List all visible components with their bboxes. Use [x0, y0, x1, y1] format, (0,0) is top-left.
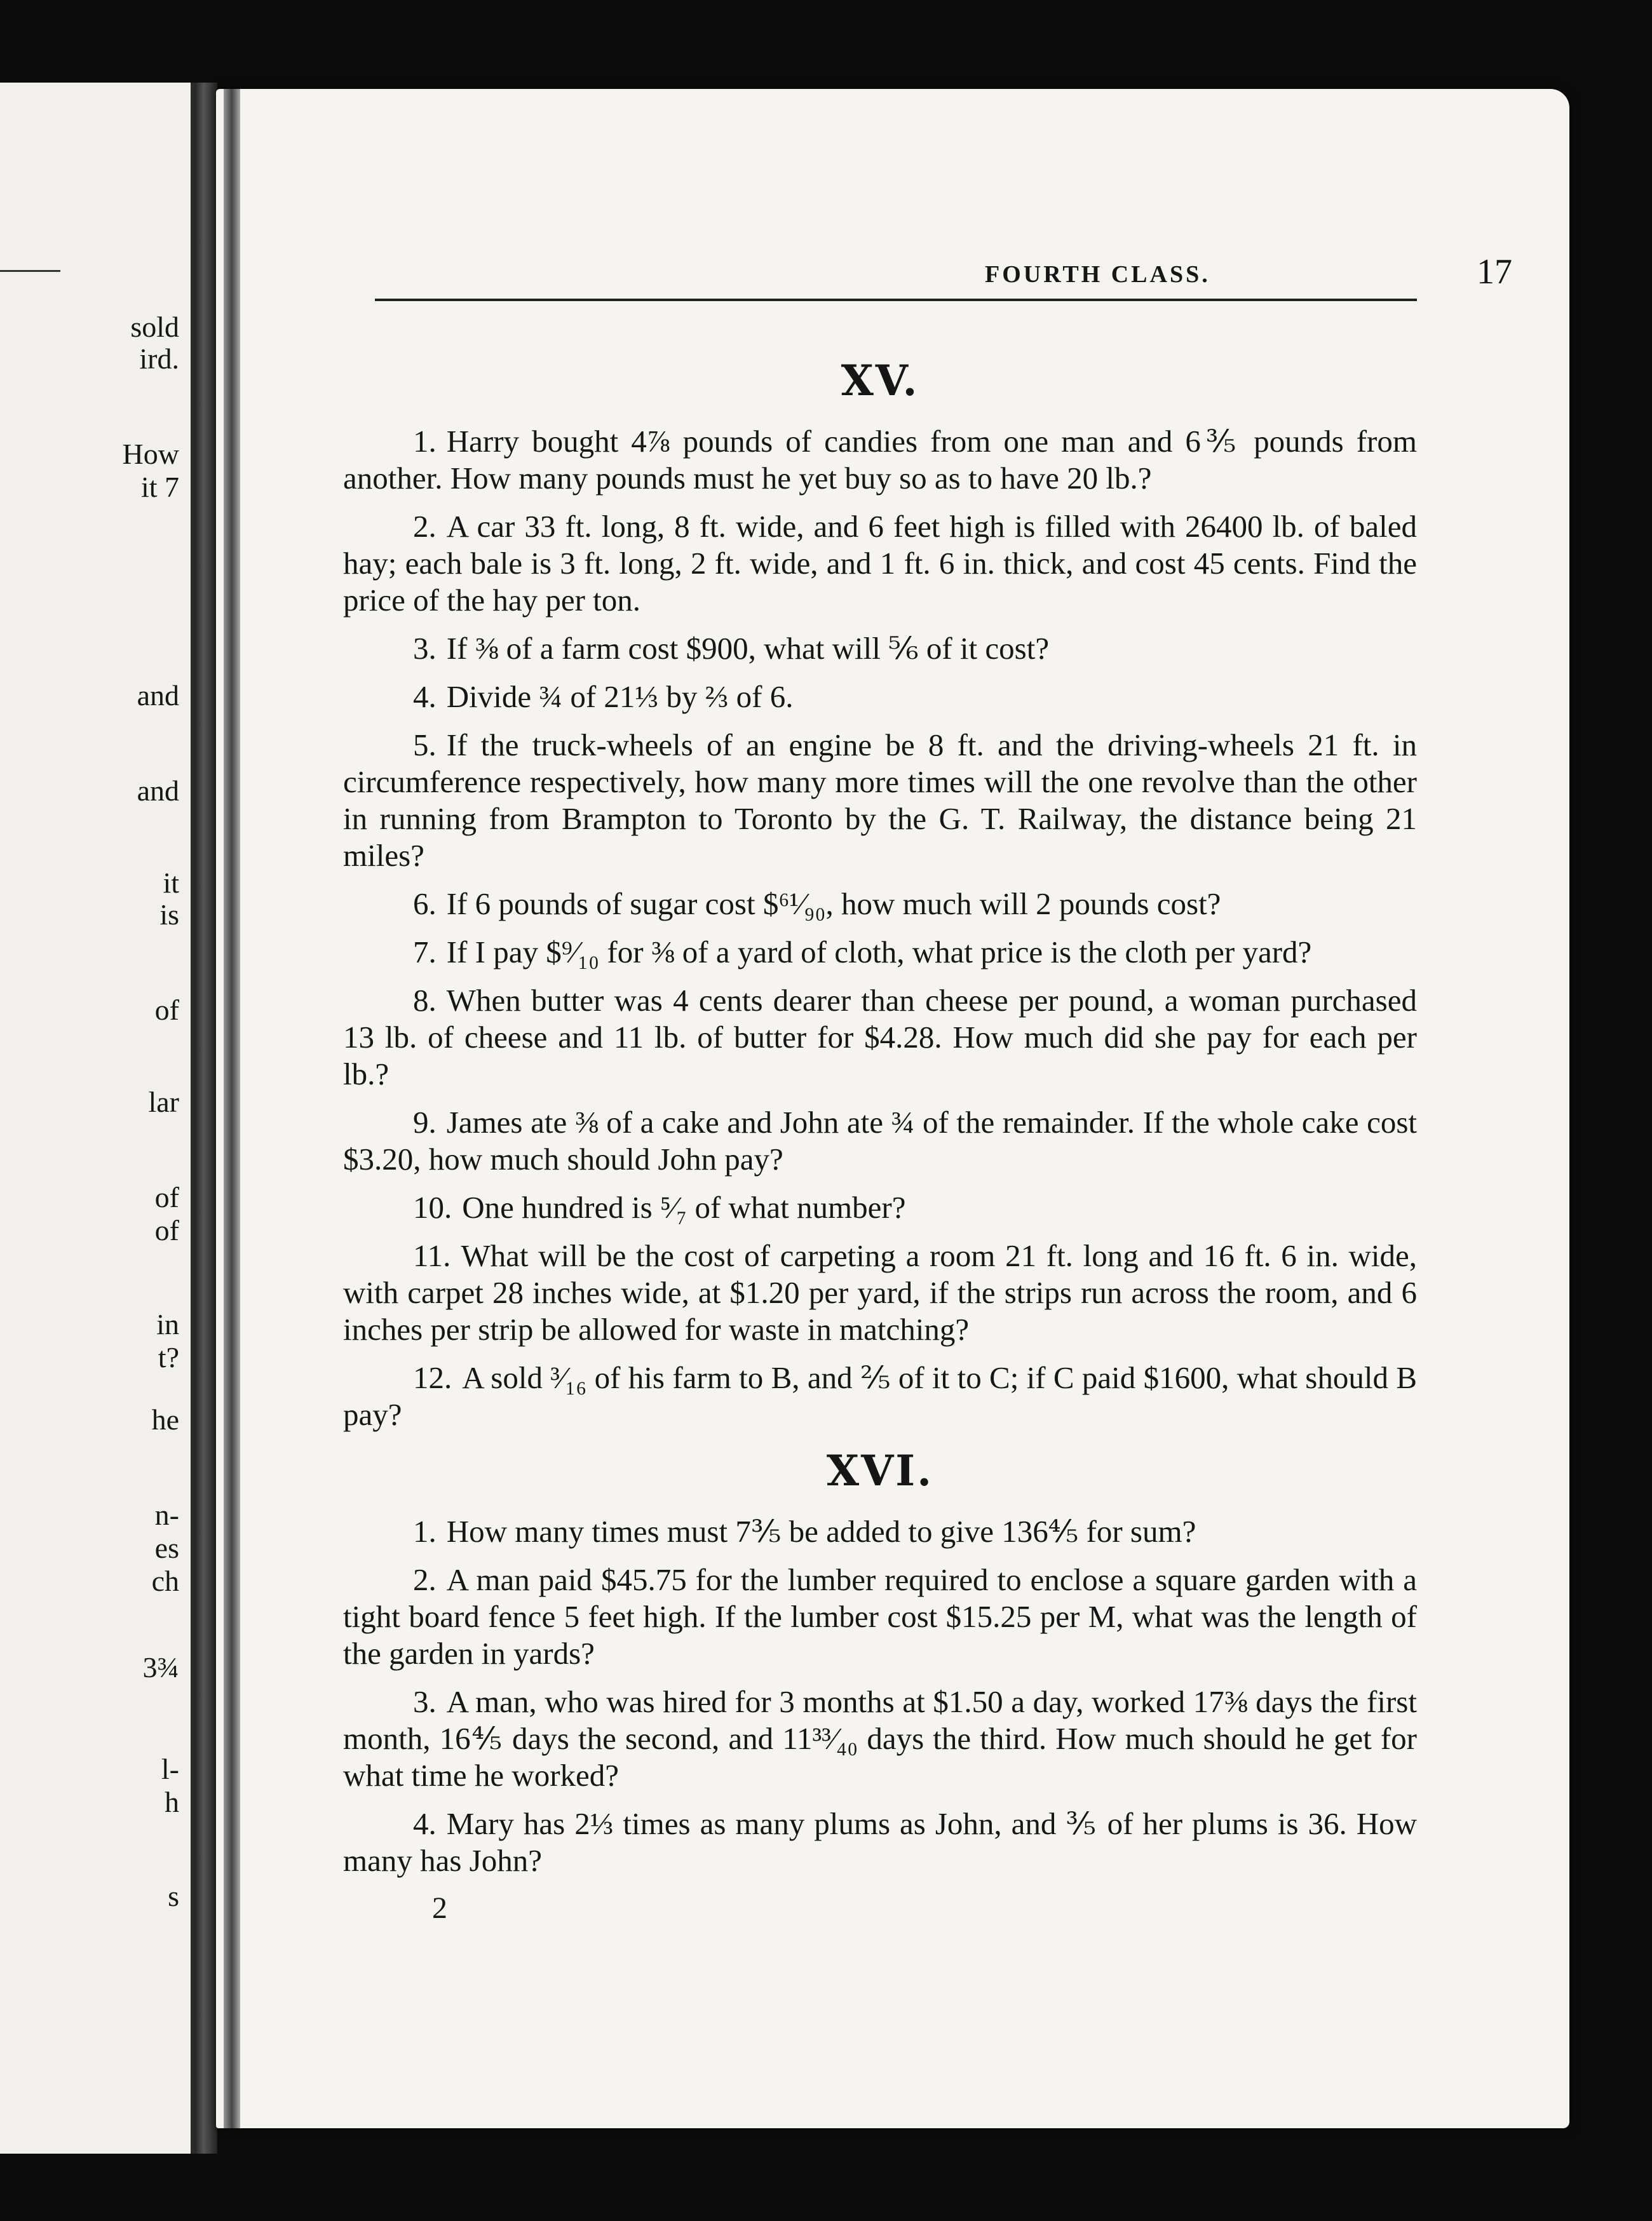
signature-mark: 2	[432, 1891, 447, 1925]
facing-page-text: How	[122, 438, 179, 470]
problem	[343, 982, 1417, 1093]
problem-number: 10.	[413, 1190, 452, 1225]
problem-number: 1.	[413, 1514, 437, 1549]
problem	[343, 423, 1417, 497]
section-title: XV.	[841, 356, 919, 405]
facing-page-text: he	[151, 1403, 179, 1436]
facing-page-text: ch	[151, 1565, 179, 1597]
problem-number: 12.	[413, 1360, 452, 1395]
problem-text: A man paid $45.75 for the lumber required to enclose a square garden with a tight board fence 5 feet high. If the lumber cost $15.25 per M, what was the length of the garden in yards?	[343, 1562, 1417, 1671]
facing-page-text: s	[168, 1880, 179, 1912]
page-header	[375, 252, 1569, 311]
problem-text: How many times must 7⅗ be added to give 136⅘ for sum?	[446, 1514, 1196, 1549]
problem-number: 2.	[413, 1562, 437, 1597]
problem-text: If I pay $⁹⁄₁₀ for ⅜ of a yard of cloth, what price is the cloth per yard?	[446, 935, 1312, 969]
problem-text: One hundred is ⁵⁄₇ of what number?	[462, 1190, 906, 1225]
problem	[343, 1238, 1417, 1348]
facing-page-text: in	[156, 1308, 179, 1340]
facing-page-text: t?	[158, 1341, 179, 1374]
facing-page-text: lar	[148, 1086, 179, 1118]
facing-page-text: and	[137, 774, 179, 807]
problem-text: When butter was 4 cents dearer than cheese per pound, a woman purchased 13 lb. of cheese and 11 lb. of butter for $4.28. How much did she pay for each per lb.?	[343, 983, 1417, 1091]
problem-number: 1.	[413, 424, 437, 459]
problem-text: Divide ¾ of 21⅓ by ⅔ of 6.	[446, 679, 794, 714]
problem	[343, 508, 1417, 619]
problem	[343, 678, 1417, 715]
problem-text: A car 33 ft. long, 8 ft. wide, and 6 feet high is filled with 26400 lb. of baled hay; each bale is 3 ft. long, 2 ft. wide, and 1 ft. 6 in. thick, and cost 45 cents. Find the price of the hay per ton.	[343, 509, 1417, 618]
problem	[343, 934, 1417, 971]
problem-number: 11.	[413, 1238, 451, 1273]
problem	[343, 1806, 1417, 1879]
facing-page-text: of	[154, 1181, 179, 1213]
section-title: XVI.	[826, 1446, 934, 1495]
problem-text: If 6 pounds of sugar cost $⁶¹⁄₉₀, how much will 2 pounds cost?	[446, 886, 1221, 921]
section-xv	[343, 356, 1417, 1433]
problem	[343, 1513, 1417, 1550]
problem-text: If the truck-wheels of an engine be 8 ft. and the driving-wheels 21 ft. in circumference respectively, how many more times will the one revolve than the other in running from Brampton to Toronto by the G. T. Railway, the distance being 21 miles?	[343, 727, 1417, 873]
section-xvi	[343, 1446, 1417, 1879]
problem-text: James ate ⅜ of a cake and John ate ¾ of the remainder. If the whole cake cost $3.20, how much should John pay?	[343, 1105, 1417, 1177]
facing-page-text: it	[163, 867, 179, 899]
running-head: FOURTH CLASS.	[985, 261, 1210, 288]
header-rule	[375, 299, 1417, 301]
problem-number: 3.	[413, 631, 437, 666]
facing-page-text: sold	[130, 311, 179, 343]
problem-number: 9.	[413, 1105, 437, 1140]
facing-page	[0, 83, 194, 2154]
facing-page-text: of	[154, 994, 179, 1026]
facing-page-text: n-	[154, 1499, 179, 1531]
problem-number: 7.	[413, 935, 437, 969]
problem	[343, 1562, 1417, 1672]
facing-page-text: h	[165, 1786, 179, 1818]
page-binding-edge	[224, 89, 240, 2128]
page-number: 17	[1477, 252, 1512, 292]
page-body	[343, 343, 1417, 1926]
facing-page-text: 3¾	[142, 1651, 179, 1684]
problem-text: A sold ³⁄₁₆ of his farm to B, and ⅖ of it to C; if C paid $1600, what should B pay?	[343, 1360, 1417, 1432]
problem	[343, 1684, 1417, 1794]
problem	[343, 1360, 1417, 1433]
problem-text: Harry bought 4⅞ pounds of candies from one man and 6⅗ pounds from another. How many pounds must he yet buy so as to have 20 lb.?	[343, 424, 1417, 496]
problem	[343, 1104, 1417, 1178]
problem-number: 4.	[413, 679, 437, 714]
facing-page-text: and	[137, 679, 179, 712]
facing-page-rule	[0, 270, 60, 272]
facing-page-text: l-	[161, 1753, 179, 1785]
problem-text: Mary has 2⅓ times as many plums as John, and ⅗ of her plums is 36. How many has John?	[343, 1806, 1417, 1878]
facing-page-text: is	[159, 898, 179, 931]
problem	[343, 727, 1417, 874]
facing-page-text: of	[154, 1214, 179, 1246]
problem-number: 3.	[413, 1684, 437, 1719]
problem-number: 6.	[413, 886, 437, 921]
problem-text: A man, who was hired for 3 months at $1.50 a day, worked 17⅜ days the first month, 16⅘ days the second, and 11³³⁄₄₀ days the third. How much should he get for what time he worked?	[343, 1684, 1417, 1793]
book-gutter	[194, 83, 217, 2154]
problem-text: What will be the cost of carpeting a room 21 ft. long and 16 ft. 6 in. wide, with carpet 28 inches wide, at $1.20 per yard, if the strips run across the room, and 6 inches per strip be allowed for waste in matching?	[343, 1238, 1417, 1347]
problem-number: 4.	[413, 1806, 437, 1841]
problem-number: 8.	[413, 983, 437, 1018]
problem	[343, 886, 1417, 922]
book-page	[216, 89, 1569, 2128]
problem-text: If ⅜ of a farm cost $900, what will ⅚ of it cost?	[446, 631, 1050, 666]
facing-page-text: it 7	[140, 471, 179, 503]
problem	[343, 630, 1417, 667]
problem-number: 5.	[413, 727, 437, 762]
facing-page-text: ird.	[139, 342, 179, 375]
problem-number: 2.	[413, 509, 437, 544]
problem	[343, 1189, 1417, 1226]
facing-page-text: es	[154, 1532, 179, 1564]
